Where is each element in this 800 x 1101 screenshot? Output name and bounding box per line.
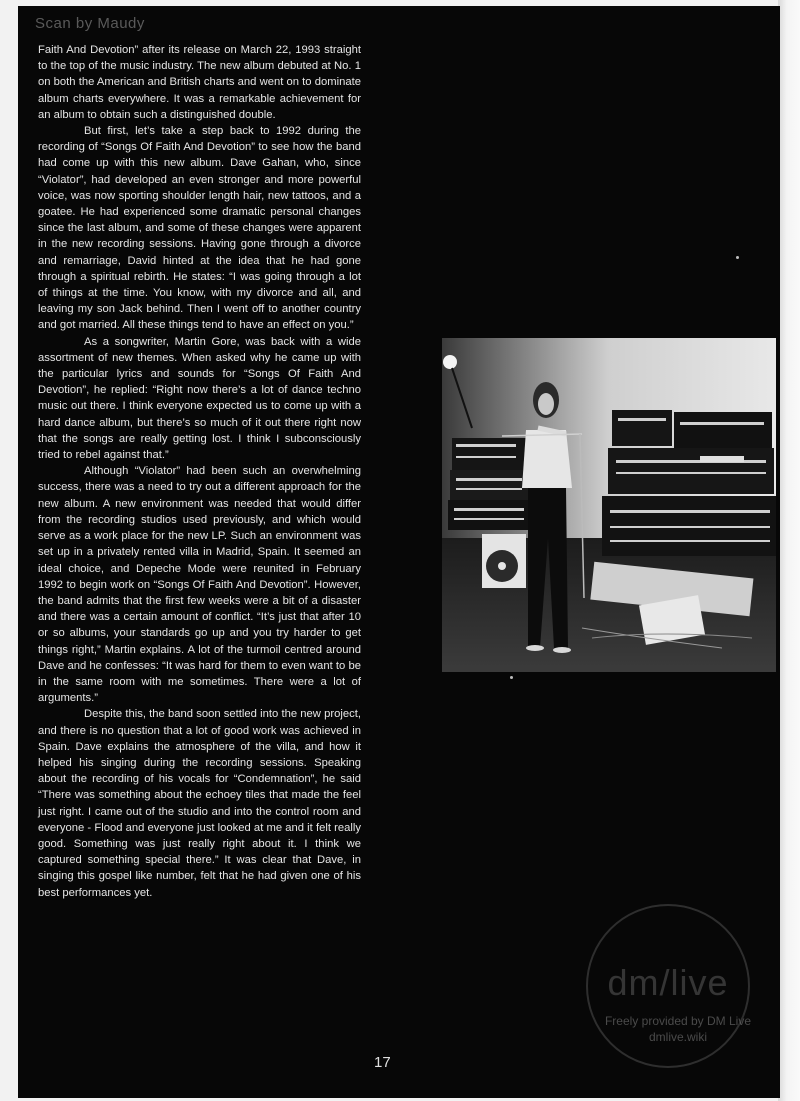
scan-credit: Scan by Maudy [35,15,145,32]
paragraph-4: Although “Violator” had been such an overwhelming success, there was a need to try out a different approach for the new album. A new environment was needed that would differ from the recording studios used previously, and which would serve as a work place for the new LP. Such an environment was set up in a privately rented villa in Madrid, Spain. It seemed an ideal choice, and Depeche Mode were reunited in February 1992 to begin work on “Songs Of Faith And Devotion”. However, the band admits that the first few weeks were a bit of a disaster and there was a certain amount of conflict. “It’s just that after 10 or so albums, your standards go up and you try harder to get things right,” Martin explains. A lot of the turmoil centred around Dave and he confesses: “It was hard for them to even want to be in the same room with me sometimes. There were a lot of arguments.” [38,465,361,705]
dm-live-watermark [586,904,758,1076]
paragraph-1: Faith And Devotion” after its release on March 22, 1993 straight to the top of the music industry. The new album debuted at No. 1 on both the American and British charts and went on to dominate album charts everywhere. It was a remarkable achievement for an album to obtain such a distinguished double. [38,44,361,121]
studio-photo [442,338,776,672]
article-body [38,42,361,901]
page-edge [778,0,800,1101]
page-number: 17 [374,1054,391,1071]
watermark-credit: Freely provided by DM Live [604,1014,752,1028]
studio-photo-illustration [442,338,776,672]
paragraph-2: But first, let’s take a step back to 1992 during the recording of “Songs Of Faith And Devotion” to see how the band had come up with this new album. Dave Gahan, who, since “Violator”, had developed an even stronger and more powerful voice, was now sporting shoulder length hair, new tattoos, and a goatee. He had experienced some dramatic personal changes since the last album, and some of these changes were apparent in the new recording sessions. Having gone through a divorce and remarriage, David hinted at the idea that he had gone through a spiritual rebirth. He states: “I was going through a lot of things at the time. You know, with my divorce and all, and leaving my son Jack behind. Then I went off to another country and got married. All these things tend to have an effect on you.” [38,125,361,332]
paragraph-5: Despite this, the band soon settled into the new project, and there is no question that a lot of good work was achieved in Spain. Dave explains the atmosphere of the villa, and how it helped his singing during the recording sessions. Speaking about the recording of his vocals for “Condemnation”, he said “There was something about the echoey tiles that made the feel just right. I came out of the studio and into the control room and everyone - Flood and everyone just looked at me and it felt really good. Something was just really right about it. I think we captured something special there.” It was clear that Dave, in singing this gospel like number, felt that he had given one of his best performances yet. [38,708,361,899]
paragraph-3: As a songwriter, Martin Gore, was back with a wide assortment of new themes. When asked why he came up with the particular lyrics and sounds for “Songs Of Faith And Devotion”, he replied: “Right now there’s a lot of dance techno music out there. I think everyone expected us to come up with a hard dance album, but there’s so much of it out there right now that the songs are really getting lost. I think I subconsciously tried to rebel against that.” [38,335,361,462]
watermark-url: dmlive.wiki [648,1030,707,1044]
magazine-page [18,6,780,1098]
scan-speck [510,676,513,679]
scan-speck [736,256,739,259]
watermark-logo: dm/live [607,962,729,1003]
